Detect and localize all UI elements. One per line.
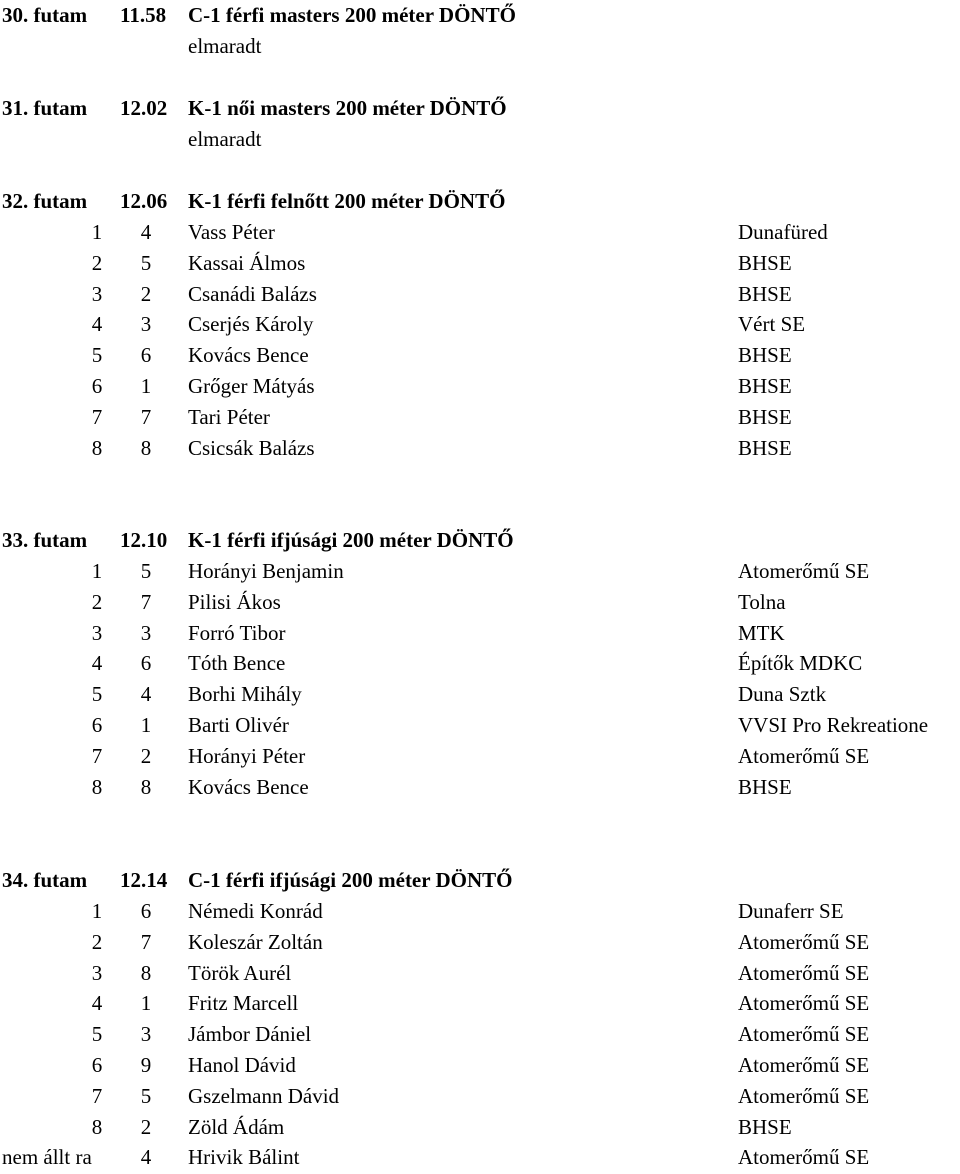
- club-name: BHSE: [738, 281, 792, 306]
- result-row: [0, 741, 960, 771]
- athlete-name: Fritz Marcell: [188, 991, 299, 1016]
- race-title: C-1 férfi masters 200 méter DÖNTŐ: [188, 3, 516, 27]
- result-row: [0, 1112, 960, 1142]
- result-row: [0, 988, 960, 1018]
- result-place: 1: [91, 899, 103, 923]
- result-lane: 1: [140, 713, 152, 737]
- result-lane: 4: [140, 1145, 152, 1170]
- race-note-line: [0, 124, 960, 154]
- result-lane: 5: [140, 250, 152, 275]
- result-row: [0, 1142, 960, 1172]
- result-lane: 6: [140, 343, 152, 368]
- race-time: 12.14: [120, 868, 168, 892]
- result-lane: 4: [140, 682, 152, 707]
- result-row: [0, 679, 960, 709]
- result-place: 8: [91, 774, 103, 799]
- club-name: Atomerőmű SE: [738, 1022, 870, 1047]
- club-name: Atomerőmű SE: [738, 929, 870, 954]
- result-lane: 9: [140, 1053, 152, 1077]
- result-place: 3: [91, 620, 103, 645]
- result-lane: 8: [140, 960, 152, 985]
- result-place: 4: [91, 991, 103, 1016]
- result-row: [0, 402, 960, 432]
- club-name: Dunafüred: [738, 220, 828, 244]
- athlete-name: Forró Tibor: [188, 620, 286, 645]
- result-row: [0, 371, 960, 401]
- result-place: 1: [91, 559, 103, 583]
- athlete-name: Pilisi Ákos: [188, 589, 281, 614]
- athlete-name: Horányi Benjamin: [188, 559, 344, 583]
- race-header: [0, 0, 960, 30]
- athlete-name: Némedi Konrád: [188, 899, 323, 923]
- club-name: BHSE: [738, 435, 792, 460]
- athlete-name: Vass Péter: [188, 220, 275, 244]
- athlete-name: Kovács Bence: [188, 774, 309, 799]
- race-header: [0, 525, 960, 555]
- result-row: [0, 896, 960, 926]
- result-lane: 7: [140, 929, 152, 954]
- result-lane: 6: [140, 651, 152, 676]
- club-name: MTK: [738, 620, 785, 645]
- result-lane: 8: [140, 774, 152, 799]
- race-title: C-1 férfi ifjúsági 200 méter DÖNTŐ: [188, 868, 513, 892]
- race-number: 34. futam: [2, 868, 88, 892]
- athlete-name: Borhi Mihály: [188, 682, 302, 707]
- result-place: 1: [91, 220, 103, 244]
- club-name: Atomerőmű SE: [738, 991, 870, 1016]
- club-name: BHSE: [738, 774, 792, 799]
- result-row: [0, 340, 960, 370]
- result-place: 8: [91, 435, 103, 460]
- result-row: [0, 248, 960, 278]
- result-row: [0, 648, 960, 678]
- result-lane: 2: [140, 743, 152, 768]
- club-name: Építők MDKC: [738, 651, 863, 676]
- club-name: BHSE: [738, 404, 792, 429]
- result-row: [0, 1050, 960, 1080]
- result-place: 4: [91, 651, 103, 676]
- athlete-name: Gszelmann Dávid: [188, 1083, 340, 1108]
- result-place: 6: [91, 713, 103, 737]
- result-place: 2: [91, 250, 103, 275]
- athlete-name: Cserjés Károly: [188, 312, 314, 337]
- result-lane: 3: [140, 1022, 152, 1047]
- race-header: [0, 186, 960, 216]
- club-name: BHSE: [738, 374, 792, 398]
- club-name: BHSE: [738, 1114, 792, 1139]
- race-status-note: elmaradt: [188, 34, 262, 58]
- result-place: 8: [91, 1114, 103, 1139]
- result-row: [0, 309, 960, 339]
- athlete-name: Tóth Bence: [188, 651, 286, 676]
- result-lane: 8: [140, 435, 152, 460]
- result-row: [0, 217, 960, 247]
- athlete-name: Zöld Ádám: [188, 1114, 285, 1139]
- club-name: BHSE: [738, 343, 792, 368]
- result-place: 6: [91, 374, 103, 398]
- result-row: [0, 927, 960, 957]
- result-lane: 5: [140, 559, 152, 583]
- result-row: [0, 958, 960, 988]
- result-lane: 6: [140, 899, 152, 923]
- race-header: [0, 865, 960, 895]
- race-title: K-1 férfi felnőtt 200 méter DÖNTŐ: [188, 189, 506, 213]
- race-time: 12.06: [120, 189, 168, 213]
- result-place: 6: [91, 1053, 103, 1077]
- result-row: [0, 1019, 960, 1049]
- result-lane: 7: [140, 589, 152, 614]
- athlete-name: Hrivik Bálint: [188, 1145, 300, 1170]
- athlete-name: Csicsák Balázs: [188, 435, 315, 460]
- athlete-name: Kovács Bence: [188, 343, 309, 368]
- club-name: Dunaferr SE: [738, 899, 844, 923]
- result-lane: 2: [140, 281, 152, 306]
- race-number: 31. futam: [2, 96, 88, 120]
- club-name: Atomerőmű SE: [738, 1053, 870, 1077]
- result-place: 3: [91, 281, 103, 306]
- result-lane: 5: [140, 1083, 152, 1108]
- result-place: 7: [91, 743, 103, 768]
- race-time: 12.02: [120, 96, 168, 120]
- athlete-name: Csanádi Balázs: [188, 281, 317, 306]
- result-row: [0, 433, 960, 463]
- result-place: 4: [91, 312, 103, 337]
- club-name: Duna Sztk: [738, 682, 827, 707]
- race-time: 12.10: [120, 528, 168, 552]
- result-lane: 7: [140, 404, 152, 429]
- result-lane: 3: [140, 312, 152, 337]
- result-row: [0, 556, 960, 586]
- race-header: [0, 93, 960, 123]
- club-name: Atomerőmű SE: [738, 960, 870, 985]
- race-time: 11.58: [120, 3, 167, 27]
- result-row: [0, 1081, 960, 1111]
- race-number: 32. futam: [2, 189, 88, 213]
- club-name: Atomerőmű SE: [738, 743, 870, 768]
- result-place: 7: [91, 1083, 103, 1108]
- race-note-line: [0, 31, 960, 61]
- result-row: [0, 279, 960, 309]
- athlete-name: Török Aurél: [188, 960, 292, 985]
- result-row: [0, 587, 960, 617]
- club-name: Atomerőmű SE: [738, 1083, 870, 1108]
- result-place: 3: [91, 960, 103, 985]
- athlete-name: Grőger Mátyás: [188, 374, 315, 398]
- result-lane: 4: [140, 220, 152, 244]
- result-place: nem állt ra: [2, 1145, 92, 1170]
- race-number: 30. futam: [2, 3, 88, 27]
- club-name: Tolna: [738, 589, 786, 614]
- result-lane: 3: [140, 620, 152, 645]
- result-lane: 2: [140, 1114, 152, 1139]
- athlete-name: Koleszár Zoltán: [188, 929, 323, 954]
- club-name: Atomerőmű SE: [738, 1145, 870, 1170]
- race-title: K-1 férfi ifjúsági 200 méter DÖNTŐ: [188, 528, 514, 552]
- result-place: 2: [91, 929, 103, 954]
- club-name: BHSE: [738, 250, 792, 275]
- result-place: 2: [91, 589, 103, 614]
- athlete-name: Horányi Péter: [188, 743, 306, 768]
- club-name: VVSI Pro Rekreatione: [738, 713, 929, 737]
- athlete-name: Hanol Dávid: [188, 1053, 296, 1077]
- result-row: [0, 772, 960, 802]
- athlete-name: Tari Péter: [188, 404, 270, 429]
- athlete-name: Barti Olivér: [188, 713, 289, 737]
- result-lane: 1: [140, 374, 152, 398]
- result-place: 5: [91, 682, 103, 707]
- race-title: K-1 női masters 200 méter DÖNTŐ: [188, 96, 507, 120]
- athlete-name: Jámbor Dániel: [188, 1022, 312, 1047]
- result-row: [0, 618, 960, 648]
- result-lane: 1: [140, 991, 152, 1016]
- result-place: 7: [91, 404, 103, 429]
- result-place: 5: [91, 343, 103, 368]
- club-name: Vért SE: [738, 312, 806, 337]
- result-row: [0, 710, 960, 740]
- result-place: 5: [91, 1022, 103, 1047]
- race-status-note: elmaradt: [188, 127, 262, 151]
- race-number: 33. futam: [2, 528, 88, 552]
- athlete-name: Kassai Álmos: [188, 250, 306, 275]
- club-name: Atomerőmű SE: [738, 559, 870, 583]
